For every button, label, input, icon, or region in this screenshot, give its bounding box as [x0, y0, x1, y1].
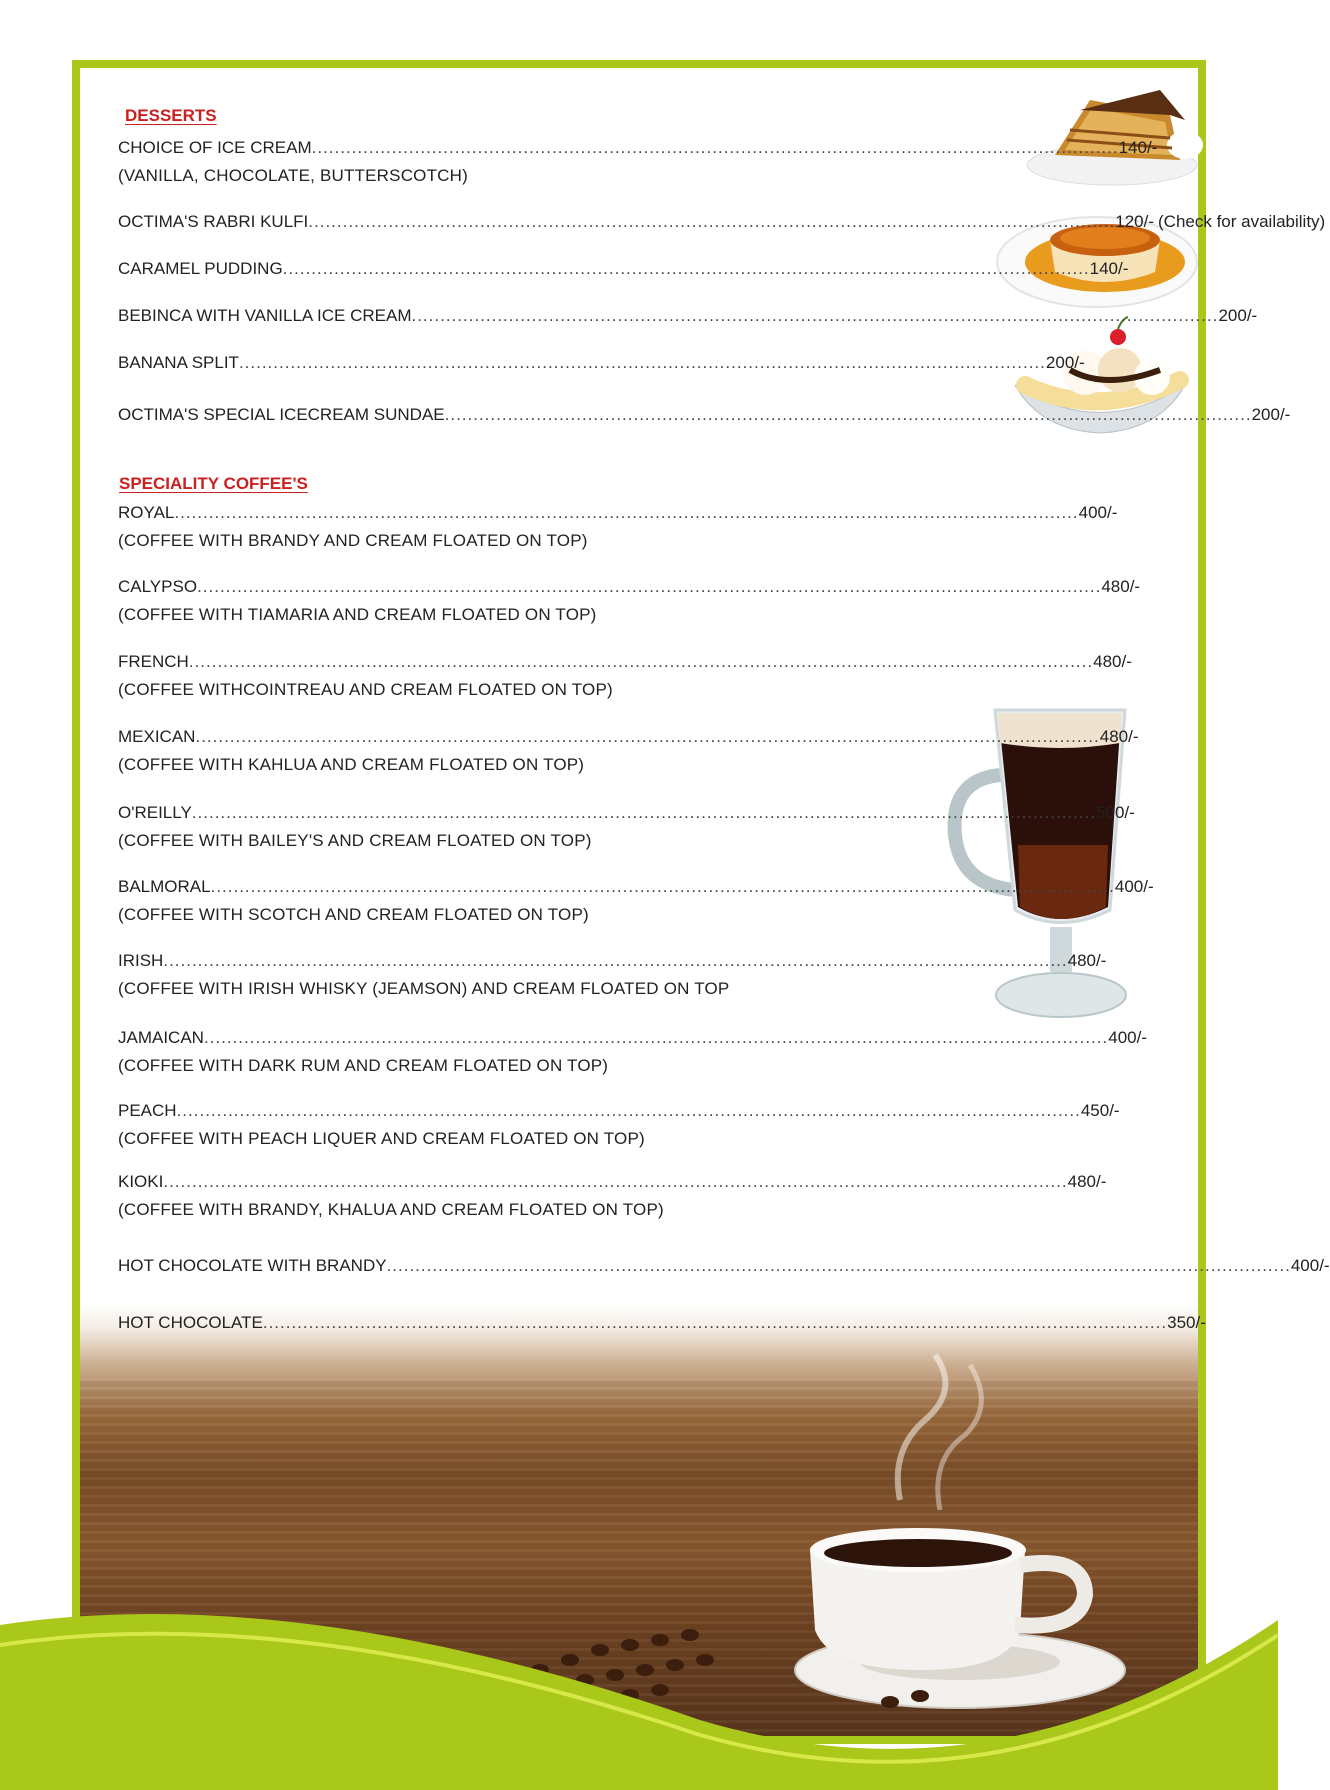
item-price: 400/- — [1108, 1028, 1147, 1047]
item-description: (COFFEE WITH BRANDY, KHALUA AND CREAM FLOATED ON TOP) — [118, 1200, 664, 1219]
menu-item — [118, 951, 1107, 999]
item-description: (COFFEE WITH BAILEY'S AND CREAM FLOATED ON TOP) — [118, 831, 592, 850]
banana-split-photo — [1010, 315, 1190, 445]
menu-item — [118, 503, 1118, 551]
item-name: BEBINCA WITH VANILLA ICE CREAM — [118, 306, 412, 325]
item-price: 200/- — [1251, 405, 1291, 424]
menu-item — [118, 138, 1158, 186]
leader-dots: .............................................................................................................................................................. — [176, 1101, 1081, 1120]
item-price: 500/- — [1096, 803, 1135, 822]
menu-item — [118, 306, 1258, 326]
item-price: 200/- — [1045, 353, 1085, 372]
item-price: 200/- — [1218, 306, 1258, 325]
item-name: MEXICAN — [118, 727, 196, 746]
item-description: (COFFEE WITH TIAMARIA AND CREAM FLOATED ON TOP) — [118, 605, 597, 624]
item-name: PEACH — [118, 1101, 177, 1120]
menu-item — [118, 1172, 1107, 1220]
leader-dots: .............................................................................................................................................................. — [262, 1313, 1168, 1332]
leader-dots: .............................................................................................................................................................. — [174, 503, 1079, 522]
leader-dots: .............................................................................................................................................................. — [188, 652, 1094, 671]
item-price: 480/- — [1067, 951, 1107, 970]
leader-dots: ............................................................................................................................................. — [282, 259, 1090, 278]
item-name: FRENCH — [118, 652, 189, 671]
availability-note: (Check for availability) — [1158, 212, 1326, 231]
item-price: 350/- — [1167, 1313, 1206, 1332]
item-name: KIOKI — [118, 1172, 164, 1191]
item-name: CARAMEL PUDDING — [118, 259, 283, 278]
menu-item — [118, 405, 1291, 425]
item-price: 450/- — [1080, 1101, 1120, 1120]
item-price: 480/- — [1067, 1172, 1107, 1191]
item-description: (COFFEE WITH BRANDY AND CREAM FLOATED ON TOP) — [118, 531, 588, 550]
menu-item — [118, 1028, 1147, 1076]
menu-item — [118, 1101, 1120, 1149]
leader-dots: ............................................................................................................................................. — [238, 353, 1046, 372]
item-price: 140/- — [1089, 259, 1129, 278]
menu-item — [118, 652, 1132, 700]
item-description: (COFFEE WITH KAHLUA AND CREAM FLOATED ON TOP) — [118, 755, 585, 774]
menu-item — [118, 353, 1085, 373]
green-wave-decoration — [0, 1570, 1278, 1790]
speciality-coffees-heading: SPECIALITY COFFEE'S — [119, 474, 308, 493]
item-price: 140/- — [1118, 138, 1158, 157]
item-description: (COFFEE WITH SCOTCH AND CREAM FLOATED ON TOP) — [118, 905, 589, 924]
desserts-heading: DESSERTS — [125, 106, 217, 125]
leader-dots: .............................................................................................................................................................. — [195, 727, 1100, 746]
leader-dots: ............................................................................................................................................. — [311, 138, 1119, 157]
item-description: (VANILLA, CHOCOLATE, BUTTERSCOTCH) — [118, 166, 468, 185]
item-price: 400/- — [1114, 877, 1154, 896]
item-price: 400/- — [1290, 1256, 1330, 1275]
item-name: OCTIMA'S SPECIAL ICECREAM SUNDAE — [118, 405, 445, 424]
menu-item — [118, 1256, 1330, 1276]
item-price: 400/- — [1078, 503, 1118, 522]
leader-dots: .............................................................................................................................................................. — [191, 803, 1097, 822]
menu-item — [118, 803, 1135, 851]
leader-dots: .............................................................................................................................................................. — [386, 1256, 1291, 1275]
item-price: 480/- — [1099, 727, 1139, 746]
cake-slice-photo — [1020, 70, 1205, 190]
leader-dots: .............................................................................................................................................................. — [163, 1172, 1068, 1191]
menu-item — [118, 577, 1141, 625]
item-name: CHOICE OF ICE CREAM — [118, 138, 312, 157]
leader-dots: .............................................................................................................................................................. — [210, 877, 1115, 896]
item-description: (COFFEE WITH IRISH WHISKY (JEAMSON) AND CREAM FLOATED ON TOP — [118, 979, 730, 998]
menu-item — [118, 877, 1154, 925]
leader-dots: .............................................................................................................................................................. — [203, 1028, 1109, 1047]
leader-dots: ............................................................................................................................................. — [308, 212, 1116, 231]
item-name: JAMAICAN — [118, 1028, 204, 1047]
leader-dots: ............................................................................................................................................. — [444, 405, 1252, 424]
leader-dots: .............................................................................................................................................................. — [163, 951, 1068, 970]
item-name: OCTIMA'S RABRI KULFI — [118, 212, 309, 231]
item-price: 120/- — [1115, 212, 1154, 231]
menu-item — [118, 1313, 1206, 1333]
item-name: IRISH — [118, 951, 164, 970]
item-name: ROYAL — [118, 503, 175, 522]
item-description: (COFFEE WITH PEACH LIQUER AND CREAM FLOATED ON TOP) — [118, 1129, 645, 1148]
item-name: HOT CHOCOLATE WITH BRANDY — [118, 1256, 387, 1275]
menu-item — [118, 212, 1326, 232]
item-price: 480/- — [1101, 577, 1141, 596]
menu-item — [118, 727, 1139, 775]
item-name: BANANA SPLIT — [118, 353, 239, 372]
item-description: (COFFEE WITH DARK RUM AND CREAM FLOATED ON TOP) — [118, 1056, 609, 1075]
leader-dots: ............................................................................................................................................. — [411, 306, 1219, 325]
item-name: BALMORAL — [118, 877, 211, 896]
leader-dots: .............................................................................................................................................................. — [197, 577, 1102, 596]
menu-item — [118, 259, 1129, 279]
item-name: O'REILLY — [118, 803, 192, 822]
item-name: HOT CHOCOLATE — [118, 1313, 263, 1332]
item-price: 480/- — [1093, 652, 1132, 671]
item-description: (COFFEE WITHCOINTREAU AND CREAM FLOATED ON TOP) — [118, 680, 613, 699]
item-name: CALYPSO — [118, 577, 198, 596]
